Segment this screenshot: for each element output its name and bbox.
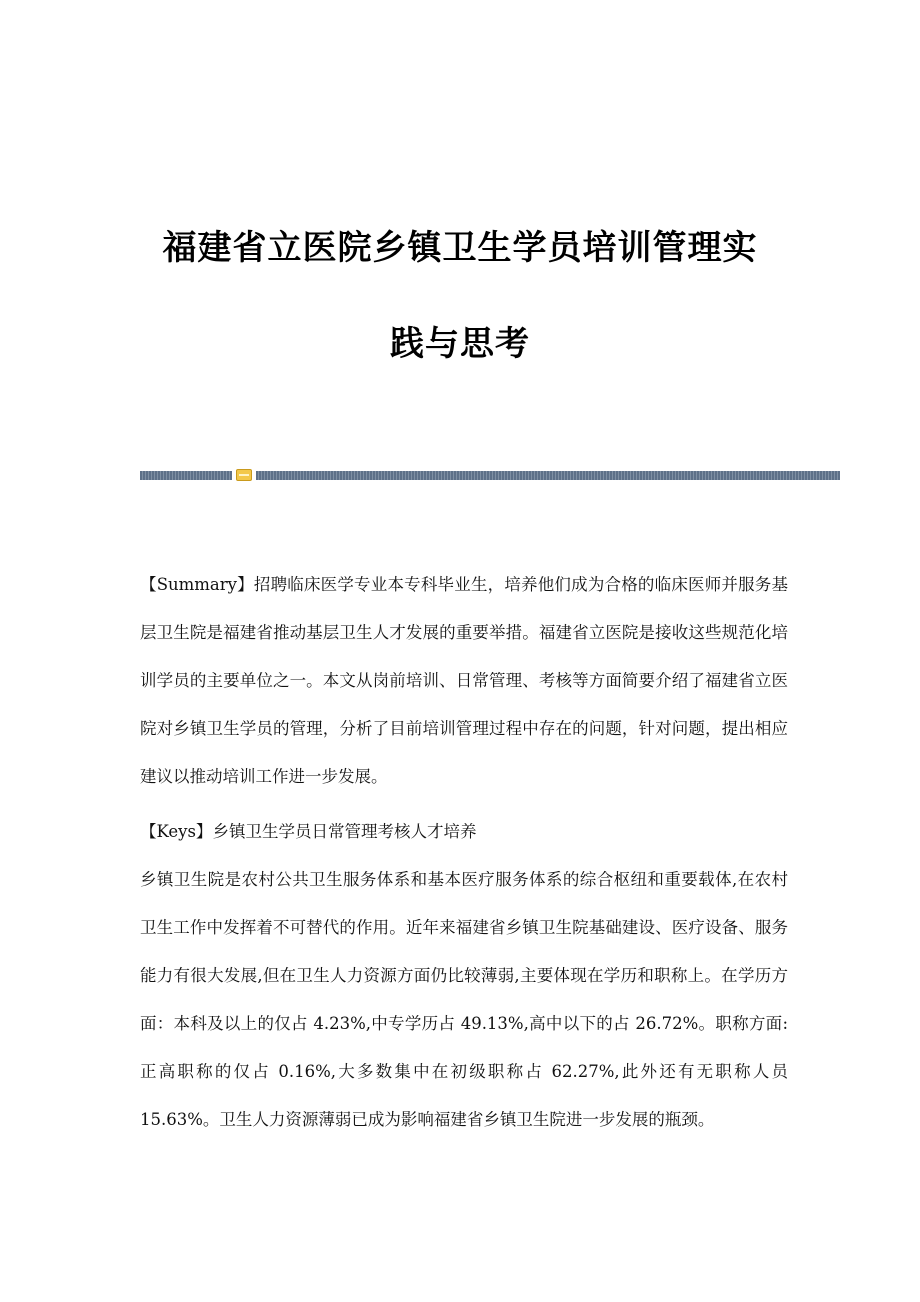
document-title-line-1: 福建省立医院乡镇卫生学员培训管理实 <box>162 228 758 268</box>
summary-label: 【Summary】 <box>140 575 254 594</box>
divider-bar-left <box>140 471 232 480</box>
divider-ornament-icon <box>236 469 252 481</box>
summary-paragraph <box>140 561 788 801</box>
body-section <box>140 856 788 1144</box>
document-title-line-2: 践与思考 <box>390 324 530 364</box>
keys-text: 乡镇卫生学员日常管理考核人才培养 <box>212 822 477 841</box>
summary-section <box>140 561 788 801</box>
body-paragraph-1: 乡镇卫生院是农村公共卫生服务体系和基本医疗服务体系的综合枢纽和重要载体,在农村卫生工作中发挥着不可替代的作用。近年来福建省乡镇卫生院基础建设、医疗设备、服务能力有很大发展,但在卫生人力资源方面仍比较薄弱,主要体现在学历和职称上。在学历方面：本科及以上的仅占 4.23%,中专学历占 49.13%,高中以下的占 26.72%。职称方面:正高职称的仅占 0.16%,大多数集中在初级职称占 62.27%,此外还有无职称人员 15.63%。卫生人力资源薄弱已成为影响福建省乡镇卫生院进一步发展的瓶颈。 <box>140 870 788 1129</box>
keys-label: 【Keys】 <box>140 822 213 841</box>
divider-bar-right <box>256 471 840 480</box>
title-divider <box>140 471 840 480</box>
keys-section <box>140 808 788 856</box>
keys-paragraph <box>140 808 788 856</box>
summary-text: 招聘临床医学专业本专科毕业生，培养他们成为合格的临床医师并服务基层卫生院是福建省推动基层卫生人才发展的重要举措。福建省立医院是接收这些规范化培训学员的主要单位之一。本文从岗前培训、日常管理、考核等方面简要介绍了福建省立医院对乡镇卫生学员的管理，分析了目前培训管理过程中存在的问题，针对问题，提出相应建议以推动培训工作进一步发展。 <box>140 575 789 786</box>
